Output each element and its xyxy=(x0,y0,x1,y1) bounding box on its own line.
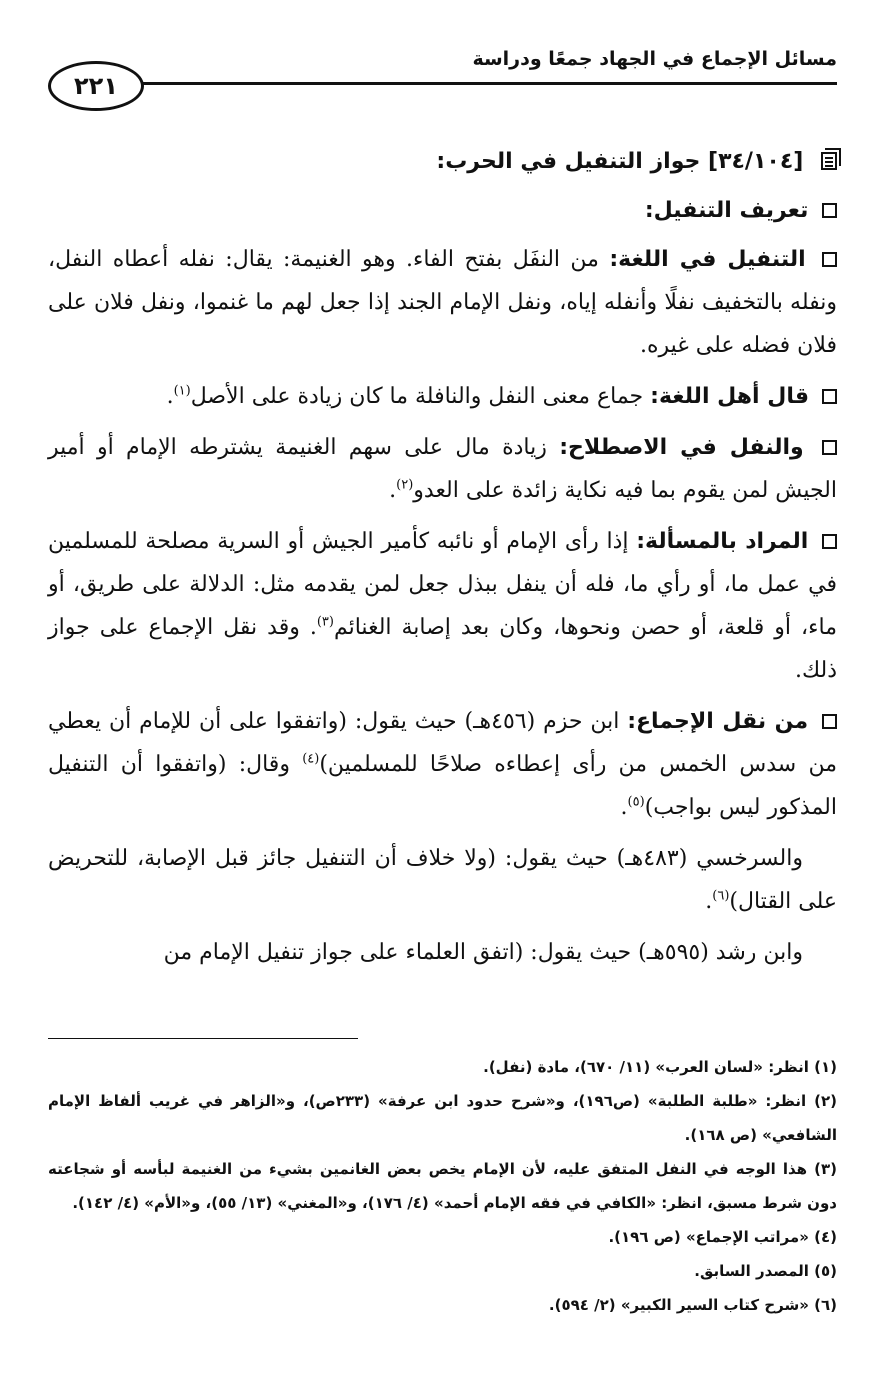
paragraph-ibn-rushd xyxy=(48,931,837,974)
paragraph-text: إذا رأى الإمام أو نائبه كأمير الجيش أو السرية مصلحة للمسلمين في عمل ما، أو رأي ما، فله أن ينفل ببذل جعل لمن يقدمه مثل: الدلالة على طريق، أو ماء، أو قلعة، أو حصن ونحوها، وكان بعد إصابة الغنائم xyxy=(48,529,837,640)
footnote-1: (١) انظر: «لسان العرب» (١١/ ٦٧٠)، مادة (نفل). xyxy=(483,1058,837,1076)
paragraph-end: . وقد نقل الإجماع على جواز ذلك. xyxy=(48,615,837,683)
running-header: مسائل الإجماع في الجهاد جمعًا ودراسة xyxy=(472,48,837,70)
paragraph-end: . xyxy=(705,889,713,914)
footnote-2: (٢) انظر: «طلبة الطلبة» (ص١٩٦)، و«شرح حدود ابن عرفة» (٢٣٣ص)، و«الزاهر في غريب ألفاظ الإمام الشافعي» (ص ١٦٨). xyxy=(48,1092,837,1144)
definition-heading xyxy=(48,189,837,232)
term-label: قال أهل اللغة: xyxy=(650,384,809,409)
checkbox-icon xyxy=(822,714,837,729)
footnote-marker[interactable]: (٢) xyxy=(396,477,414,493)
term-label: المراد بالمسألة: xyxy=(636,529,809,554)
checkbox-icon xyxy=(822,203,837,218)
checkbox-icon xyxy=(822,252,837,267)
paragraph-text: من النفَل بفتح الفاء. وهو الغنيمة: يقال: نفله أعطاه النفل، ونفله بالتخفيف نفلًا وأنفله إياه، ونفل الإمام الجند إذا جعل لهم ما غنموا، ونفل فلان على فلان فضله على غيره. xyxy=(48,247,837,358)
footnote-6: (٦) «شرح كتاب السير الكبير» (٢/ ٥٩٤). xyxy=(548,1296,837,1314)
paragraph-text: وابن رشد (٥٩٥هـ) حيث يقول: (اتفق العلماء على جواز تنفيل الإمام من xyxy=(163,940,803,965)
footnote-marker[interactable]: (٥) xyxy=(627,794,645,810)
definition-heading-text: تعريف التنفيل: xyxy=(644,198,809,223)
paragraph-intended-meaning xyxy=(48,520,837,692)
paragraph-text: والسرخسي (٤٨٣هـ) حيث يقول: (ولا خلاف أن التنفيل جائز قبل الإصابة، للتحريض على القتال) xyxy=(48,846,837,914)
paragraph-consensus-reporters xyxy=(48,700,837,829)
footnote-marker[interactable]: (٦) xyxy=(712,888,730,904)
checkbox-icon xyxy=(822,534,837,549)
footnote-separator xyxy=(48,1038,358,1039)
paragraph-end: . xyxy=(166,384,174,409)
footnote-3: (٣) هذا الوجه في النفل المتفق عليه، لأن الإمام يخص بعض الغانمين بشيء من الغنيمة لبأسه أو شجاعته دون شرط مسبق، انظر: «الكافي في فقه الإمام أحمد» (٤/ ١٧٦)، و«المغني» (١٣/ ٥٥)، و«الأم» (٤/ ١٤٢). xyxy=(48,1160,837,1212)
paragraph-end: . xyxy=(620,795,628,820)
paragraph-text: ابن حزم (٤٥٦هـ) حيث يقول: (واتفقوا على أن للإمام أن يعطي من سدس الخمس من رأى إعطاءه صلاحًا للمسلمين) xyxy=(48,709,837,777)
footnotes xyxy=(48,1050,837,1322)
paragraph-linguists xyxy=(48,375,837,418)
paragraph-text: زيادة مال على سهم الغنيمة يشترطه الإمام أو أمير الجيش لمن يقوم بما فيه نكاية زائدة على العدو xyxy=(48,435,837,503)
footnote-5: (٥) المصدر السابق. xyxy=(694,1262,837,1280)
checkbox-icon xyxy=(822,389,837,404)
header-rule xyxy=(130,82,837,85)
paragraph-sarakhsi xyxy=(48,837,837,923)
footnote-marker[interactable]: (١) xyxy=(173,383,191,399)
document-icon xyxy=(821,152,837,170)
paragraph-text-continued: وقال: (واتفقوا أن التنفيل المذكور ليس بواجب) xyxy=(48,752,837,820)
page-number-badge: ٢٢١ xyxy=(48,61,144,111)
paragraph-end: . xyxy=(389,478,397,503)
paragraph-linguistic-definition xyxy=(48,238,837,367)
paragraph-technical-definition xyxy=(48,426,837,512)
footnote-marker[interactable]: (٤) xyxy=(302,751,320,767)
section-title xyxy=(48,140,837,183)
body-text xyxy=(48,140,837,982)
term-label: والنفل في الاصطلاح: xyxy=(559,435,804,460)
footnote-marker[interactable]: (٣) xyxy=(316,614,334,630)
paragraph-text: جماع معنى النفل والنافلة ما كان زيادة على الأصل xyxy=(190,384,644,409)
footnote-4: (٤) «مراتب الإجماع» (ص ١٩٦). xyxy=(608,1228,837,1246)
term-label: التنفيل في اللغة: xyxy=(609,247,806,272)
term-label: من نقل الإجماع: xyxy=(627,709,809,734)
section-title-text: [٣٤/١٠٤] جواز التنفيل في الحرب: xyxy=(436,149,804,174)
checkbox-icon xyxy=(822,440,837,455)
